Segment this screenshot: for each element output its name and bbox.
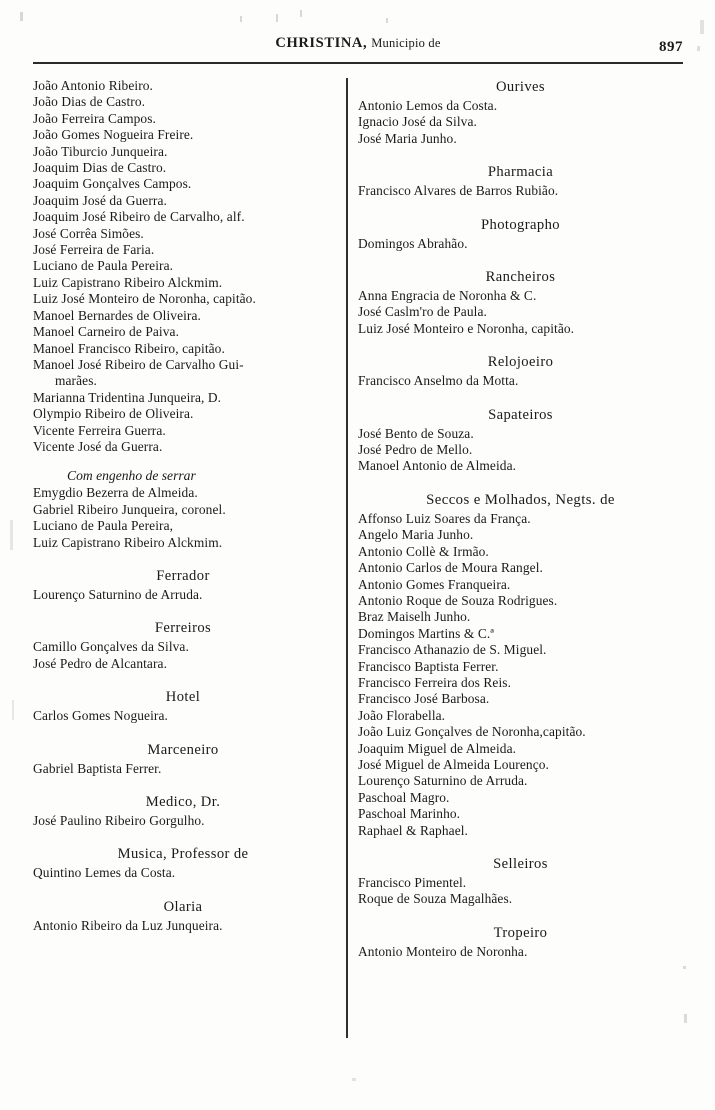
directory-entry: Joaquim Dias de Castro. (33, 160, 167, 176)
directory-entry: Vicente Ferreira Guerra. (33, 422, 166, 438)
page-title: CHRISTINA, (275, 35, 368, 51)
directory-entry: Lourenço Saturnino de Arruda. (33, 586, 203, 602)
directory-entry: Luiz Capistrano Ribeiro Alckmim. (33, 274, 223, 290)
directory-entry: Antonio Collè & Irmão. (358, 543, 489, 559)
directory-entry: Francisco Baptista Ferrer. (358, 658, 499, 674)
directory-entry: Vicente José da Guerra. (33, 438, 163, 454)
scan-speck (300, 10, 302, 17)
directory-entry: Luciano de Paula Pereira. (33, 258, 174, 274)
directory-entry: Raphael & Raphael. (358, 822, 469, 838)
directory-entry: José Bento de Souza. (358, 425, 474, 441)
directory-entry: Manoel José Ribeiro de Carvalho Gui- (33, 356, 244, 372)
directory-entry: Roque de Souza Magalhães. (358, 891, 513, 907)
directory-entry: José Pedro de Alcantara. (33, 655, 168, 671)
section-heading: Medico, Dr. (145, 794, 221, 810)
page-number: 897 (659, 39, 683, 55)
directory-entry: José Caslm'ro de Paula. (358, 304, 487, 320)
page-header (33, 34, 683, 64)
directory-entry: Olympio Ribeiro de Oliveira. (33, 406, 194, 422)
scan-speck (700, 20, 704, 34)
scan-speck (240, 16, 242, 22)
section-heading: Hotel (165, 689, 201, 706)
directory-entry: Manoel Francisco Ribeiro, capitão. (33, 340, 225, 356)
directory-entry: João Antonio Ribeiro. (33, 78, 154, 93)
directory-entry: Luiz Capistrano Ribeiro Alckmim. (33, 534, 223, 550)
directory-entry: João Florabella. (358, 707, 446, 723)
section-heading: Photographo (481, 216, 560, 233)
directory-entry: Antonio Gomes Franqueira. (358, 576, 511, 592)
directory-entry: Manoel Bernardes de Oliveira. (33, 307, 201, 323)
directory-entry: Antonio Roque de Souza Rodrigues. (358, 592, 558, 608)
directory-entry: Joaquim Miguel de Almeida. (358, 740, 517, 756)
directory-entry-continuation: marães. (55, 373, 97, 389)
directory-entry: Domingos Abrahão. (358, 235, 468, 251)
directory-entry: Francisco Ferreira dos Reis. (358, 674, 512, 690)
scan-speck (386, 18, 388, 23)
directory-entry: Domingos Martins & C.ª (358, 625, 495, 641)
directory-entry: Francisco José Barbosa. (358, 691, 490, 707)
directory-entry: Braz Maiselh Junho. (358, 609, 471, 625)
directory-entry: João Dias de Castro. (33, 94, 146, 110)
section-heading: Rancheiros (485, 269, 556, 286)
right-column (358, 78, 683, 1048)
section-heading: Ferrador (156, 567, 210, 584)
directory-entry: Affonso Luiz Soares da França. (358, 510, 531, 526)
header-rule (33, 62, 683, 64)
section-heading: Olaria (163, 898, 203, 915)
section-heading: Ferreiros (154, 620, 212, 637)
section-heading: Relojoeiro (487, 354, 554, 371)
section-subheading: Com engenho de serrar (67, 468, 196, 484)
section-heading: Marceneiro (147, 741, 219, 758)
directory-entry: Paschoal Magro. (358, 789, 450, 805)
directory-entry: Francisco Anselmo da Motta. (358, 373, 519, 389)
directory-entry: José Ferreira de Faria. (33, 242, 155, 258)
header-title-group (33, 34, 683, 52)
directory-entry: Paschoal Marinho. (358, 806, 461, 822)
directory-entry: Antonio Ribeiro da Luz Junqueira. (33, 917, 223, 933)
directory-entry: Joaquim José Ribeiro de Carvalho, alf. (33, 209, 245, 225)
directory-entry: Angelo Maria Junho. (358, 527, 474, 543)
directory-entry: Antonio Carlos de Moura Rangel. (358, 560, 543, 576)
directory-entry: Antonio Lemos da Costa. (358, 98, 498, 113)
scan-speck (684, 1014, 687, 1023)
scan-speck (352, 1078, 356, 1081)
directory-entry: Manoel Carneiro de Paiva. (33, 324, 180, 340)
directory-entry: Marianna Tridentina Junqueira, D. (33, 389, 222, 405)
directory-entry: Francisco Pimentel. (358, 875, 467, 890)
page-body (33, 78, 683, 1048)
directory-entry: Luiz José Monteiro e Noronha, capitão. (358, 320, 575, 336)
directory-entry: Antonio Monteiro de Noronha. (358, 943, 528, 959)
directory-entry: José Miguel de Almeida Lourenço. (358, 756, 549, 772)
directory-entry: Luiz José Monteiro de Noronha, capitão. (33, 291, 256, 307)
directory-entry: Anna Engracia de Noronha & C. (358, 288, 537, 304)
section-heading: Tropeiro (493, 924, 548, 941)
directory-entry: Francisco Alvares de Barros Rubião. (358, 183, 559, 199)
scan-speck (20, 12, 23, 21)
directory-entry: Emygdio Bezerra de Almeida. (33, 485, 198, 501)
page-subtitle: Municipio de (371, 36, 441, 50)
directory-entry: Joaquim Gonçalves Campos. (33, 176, 192, 192)
directory-entry: João Ferreira Campos. (33, 110, 156, 126)
directory-entry: Ignacio José da Silva. (358, 114, 477, 130)
section-heading: Pharmacia (487, 164, 554, 181)
scan-speck (12, 700, 14, 720)
directory-entry: José Corrêa Simões. (33, 225, 144, 241)
directory-entry: João Gomes Nogueira Freire. (33, 127, 194, 143)
directory-entry: João Tiburcio Junqueira. (33, 143, 168, 159)
directory-entry: Luciano de Paula Pereira, (33, 518, 174, 534)
directory-entry: José Pedro de Mello. (358, 442, 473, 458)
directory-entry: Gabriel Baptista Ferrer. (33, 760, 162, 776)
section-heading: Ourives (495, 79, 545, 95)
directory-entry: Camillo Gonçalves da Silva. (33, 639, 189, 655)
scan-speck (276, 14, 278, 22)
directory-entry: José Maria Junho. (358, 130, 457, 146)
section-heading: Musica, Professor de (117, 846, 249, 863)
scan-speck (683, 966, 686, 969)
directory-entry: Manoel Antonio de Almeida. (358, 458, 517, 474)
directory-entry: José Paulino Ribeiro Gorgulho. (33, 813, 205, 828)
directory-entry: João Luiz Gonçalves de Noronha,capitão. (358, 724, 586, 740)
column-divider (346, 78, 348, 1038)
section-heading: Sapateiros (488, 406, 553, 423)
scan-speck (697, 46, 700, 51)
directory-entry: Lourenço Saturnino de Arruda. (358, 773, 528, 789)
directory-entry: Francisco Athanazio de S. Miguel. (358, 642, 547, 658)
left-column (33, 78, 333, 1048)
section-heading: Seccos e Molhados, Negts. de (426, 491, 615, 508)
section-heading: Selleiros (493, 856, 548, 872)
scan-speck (10, 520, 13, 550)
directory-entry: Quintino Lemes da Costa. (33, 865, 176, 881)
directory-entry: Gabriel Ribeiro Junqueira, coronel. (33, 501, 226, 517)
directory-entry: Joaquim José da Guerra. (33, 192, 167, 208)
directory-entry: Carlos Gomes Nogueira. (33, 708, 168, 724)
